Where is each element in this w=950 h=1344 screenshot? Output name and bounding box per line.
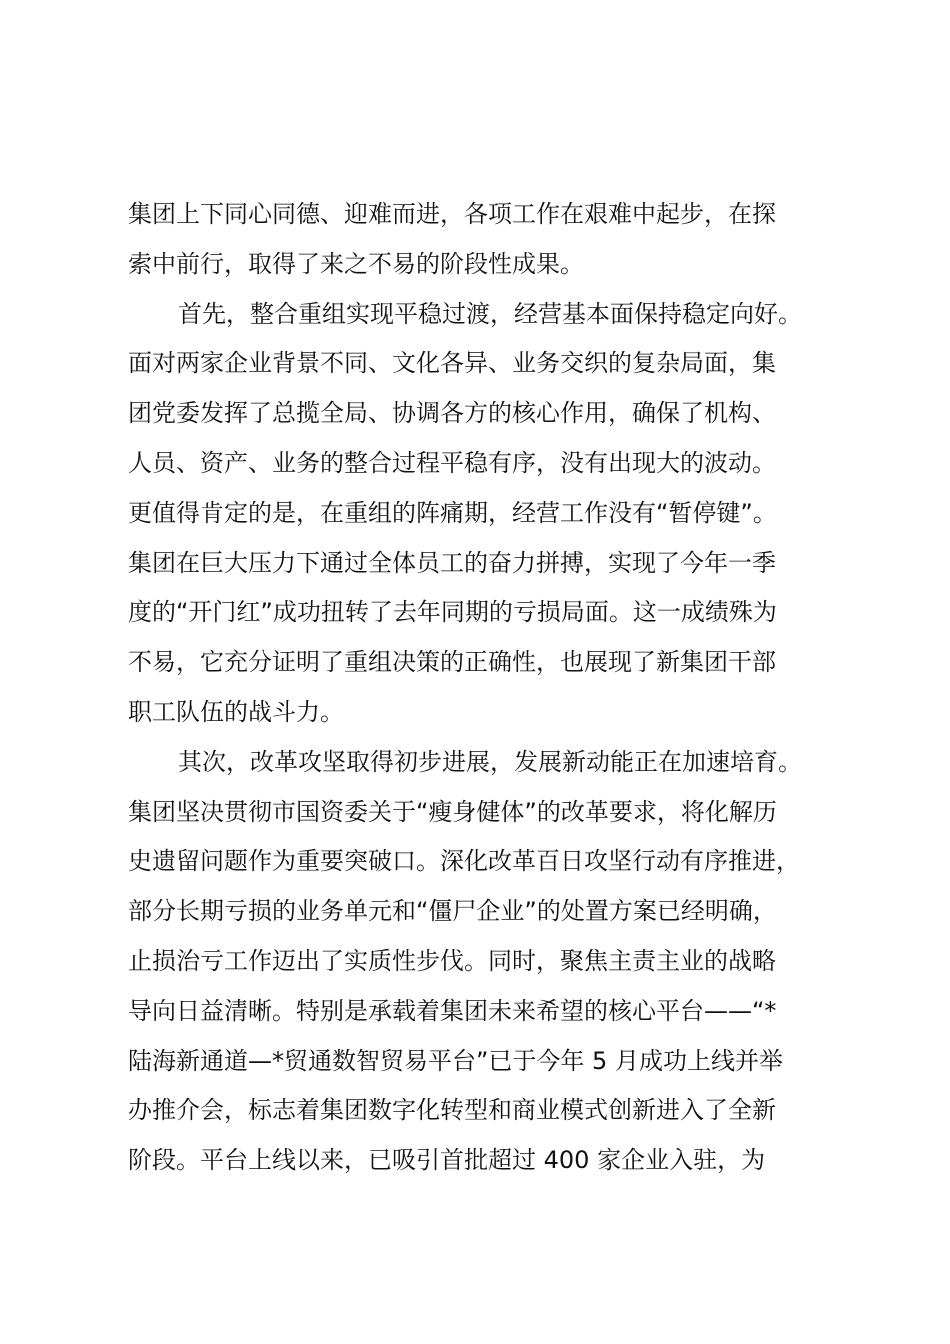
paragraph-first-line: 首先，整合重组实现平稳过渡，经营基本面保持稳定向好。 (178, 299, 802, 328)
text-line: 阶段。平台上线以来，已吸引首批超过 400 家企业入驻，为 (128, 1146, 766, 1175)
text-line: 不易，它充分证明了重组决策的正确性，也展现了新集团干部 (128, 648, 776, 677)
text-line: 人员、资产、业务的整合过程平稳有序，没有出现大的波动。 (128, 448, 776, 477)
text-line: 史遗留问题作为重要突破口。深化改革百日攻坚行动有序推进， (128, 847, 800, 876)
text-line: 面对两家企业背景不同、文化各异、业务交织的复杂局面，集 (128, 349, 776, 378)
text-line: 导向日益清晰。特别是承载着集团未来希望的核心平台——“* (128, 996, 777, 1025)
text-line: 更值得肯定的是，在重组的阵痛期，经营工作没有“暂停键”。 (128, 498, 777, 527)
text-line: 索中前行，取得了来之不易的阶段性成果。 (128, 249, 584, 278)
text-line: 止损治亏工作迈出了实质性步伐。同时，聚焦主责主业的战略 (128, 946, 776, 975)
document-body (128, 194, 848, 1190)
text-line: 部分长期亏损的业务单元和“僵尸企业”的处置方案已经明确， (128, 897, 777, 926)
text-line: 职工队伍的战斗力。 (128, 697, 344, 726)
text-line: 集团上下同心同德、迎难而进，各项工作在艰难中起步，在探 (128, 200, 776, 228)
text-line: 集团在巨大压力下通过全体员工的奋力拼搏，实现了今年一季 (128, 548, 776, 577)
text-line: 度的“开门红”成功扭转了去年同期的亏损局面。这一成绩殊为 (128, 598, 777, 627)
text-line: 团党委发挥了总揽全局、协调各方的核心作用，确保了机构、 (128, 399, 776, 428)
text-line: 办推介会，标志着集团数字化转型和商业模式创新进入了全新 (128, 1096, 776, 1125)
text-line: 陆海新通道—*贸通数智贸易平台”已于今年 5 月成功上线并举 (128, 1046, 783, 1075)
paragraph-first-line: 其次，改革攻坚取得初步进展，发展新动能正在加速培育。 (178, 747, 802, 776)
text-line: 集团坚决贯彻市国资委关于“瘦身健体”的改革要求，将化解历 (128, 797, 777, 826)
